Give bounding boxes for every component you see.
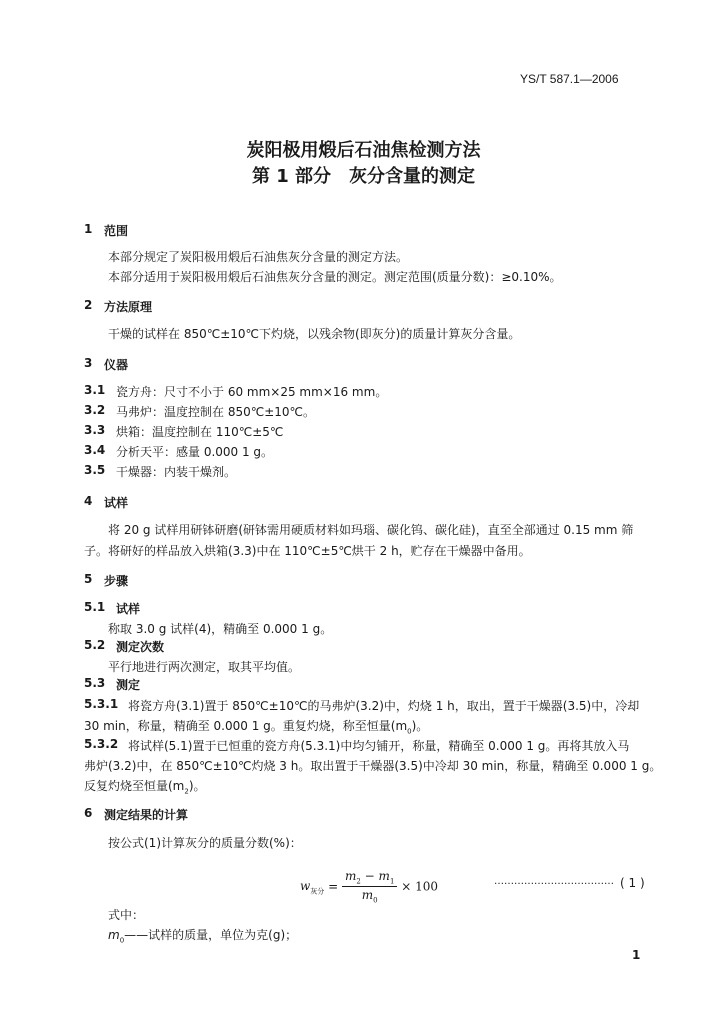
clause-5-3-1-number: 5.3.1 (84, 697, 119, 711)
section-1-number: 1 (84, 222, 93, 236)
subsection-5-2-heading: 测定次数 (116, 640, 165, 654)
section-4-para-line-1: 将 20 g 试样用研钵研磨(研钵需用硬质材料如玛瑙、碳化钨、碳化硅)，直至全部通过 0.15 mm 筛 (108, 523, 634, 537)
item-3-2-text: 马弗炉：温度控制在 850℃±10℃。 (116, 405, 315, 419)
subsection-5-1-heading: 试样 (116, 602, 141, 616)
ash-content-formula (300, 869, 438, 905)
item-3-3-text: 烘箱：温度控制在 110℃±5℃ (116, 425, 284, 439)
variable-definition-m0: $m_0——$试样的质量，单位为克(g)； (108, 928, 298, 945)
subsection-5-2-number: 5.2 (84, 638, 106, 652)
formula-lhs: $w_{灰分}$ (300, 879, 325, 896)
formula-numerator: $m_2 - m_1$ (342, 869, 397, 887)
item-3-5-text: 干燥器：内装干燥剂。 (116, 465, 237, 479)
subsection-5-2-text: 平行地进行两次测定，取其平均值。 (108, 660, 301, 674)
item-3-3-number: 3.3 (84, 423, 106, 437)
section-2-heading: 方法原理 (104, 300, 153, 314)
section-6-heading: 测定结果的计算 (104, 808, 189, 822)
section-6-number: 6 (84, 806, 93, 820)
section-2-number: 2 (84, 298, 93, 312)
section-1-para-1: 本部分规定了炭阳极用煅后石油焦灰分含量的测定方法。 (108, 250, 409, 264)
subsection-5-3-number: 5.3 (84, 676, 106, 690)
formula-fraction (342, 869, 397, 905)
section-5-heading: 步骤 (104, 574, 129, 588)
where-label: 式中： (108, 908, 145, 922)
document-title-line1: 炭阳极用煅后石油焦检测方法 (246, 140, 481, 161)
clause-5-3-2-line-3: 反复灼烧至恒量$(m_2)$。 (84, 779, 206, 796)
section-6-para-1: 按公式(1)计算灰分的质量分数(%)： (108, 836, 302, 850)
formula-denominator: $m_0$ (361, 888, 378, 905)
section-5-number: 5 (84, 572, 93, 586)
item-3-4-text: 分析天平：感量 0.000 1 g。 (116, 445, 274, 459)
item-3-5-number: 3.5 (84, 463, 106, 477)
clause-5-3-1-line-2: 30 min，称量，精确至 0.000 1 g。重复灼烧，称至恒量$(m_0)$。 (84, 719, 429, 736)
standard-number: YS/T 587.1—2006 (520, 72, 619, 86)
formula-times-100: × 100 (401, 879, 439, 894)
section-4-number: 4 (84, 494, 93, 508)
page-number: 1 (632, 948, 641, 962)
section-4-heading: 试样 (104, 496, 129, 510)
item-3-2-number: 3.2 (84, 403, 106, 417)
subsection-5-1-text: 称取 3.0 g 试样(4)，精确至 0.000 1 g。 (108, 622, 333, 636)
section-4-para-line-2: 子。将研好的样品放入烘箱(3.3)中在 110℃±5℃烘干 2 h，贮存在干燥器中备用。 (84, 544, 531, 558)
item-3-4-number: 3.4 (84, 443, 106, 457)
section-1-para-2: 本部分适用于炭阳极用煅后石油焦灰分含量的测定。测定范围(质量分数)：≥0.10%。 (108, 270, 562, 284)
formula-leader-dots: ……………………………… (494, 876, 614, 887)
clause-5-3-2-number: 5.3.2 (84, 737, 119, 751)
clause-5-3-2-line-1: 将试样(5.1)置于已恒重的瓷方舟(5.3.1)中均匀铺开，称量，精确至 0.000 1 g。再将其放入马 (128, 739, 630, 753)
section-3-number: 3 (84, 356, 93, 370)
formula-number: ( 1 ) (620, 876, 645, 890)
clause-5-3-1-line-1: 将瓷方舟(3.1)置于 850℃±10℃的马弗炉(3.2)中，灼烧 1 h，取出，置于干燥器(3.5)中，冷却 (128, 699, 640, 713)
section-3-heading: 仪器 (104, 358, 129, 372)
section-2-para-1: 干燥的试样在 850℃±10℃下灼烧，以残余物(即灰分)的质量计算灰分含量。 (108, 327, 521, 341)
formula-equals: = (328, 879, 339, 894)
section-1-heading: 范围 (104, 224, 129, 238)
clause-5-3-2-line-2: 弗炉(3.2)中，在 850℃±10℃灼烧 3 h。取出置于干燥器(3.5)中冷却 30 min，称量，精确至 0.000 1 g。 (84, 759, 662, 773)
item-3-1-number: 3.1 (84, 383, 106, 397)
item-3-1-text: 瓷方舟：尺寸不小于 60 mm×25 mm×16 mm。 (116, 385, 388, 399)
document-title-line2: 第 1 部分 灰分含量的测定 (251, 166, 476, 187)
subsection-5-1-number: 5.1 (84, 600, 106, 614)
subsection-5-3-heading: 测定 (116, 678, 141, 692)
